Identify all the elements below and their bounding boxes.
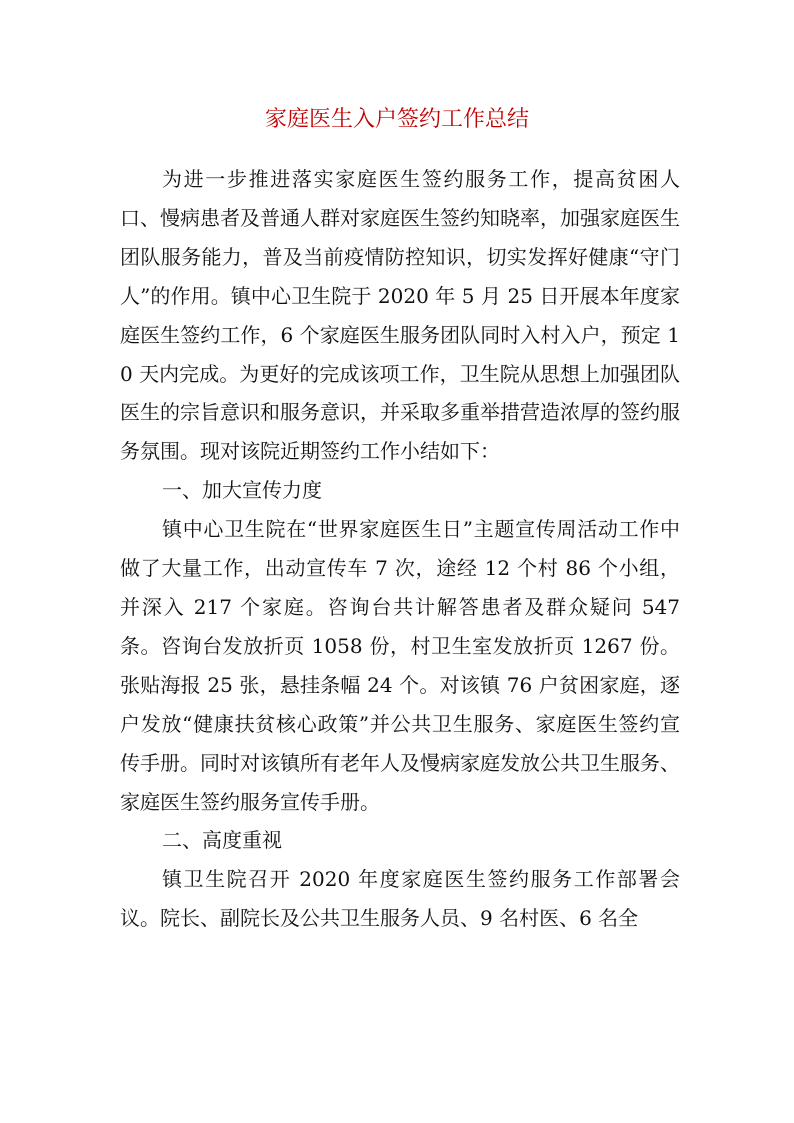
- section-heading-attention: 二、高度重视: [162, 828, 282, 853]
- attention-paragraph: 镇卫生院召开 2020 年度家庭医生签约服务工作部署会议。院长、副院长及公共卫生服务人员、9 名村医、6 名全: [120, 867, 680, 931]
- publicity-paragraph: 镇中心卫生院在“世界家庭医生日”主题宣传周活动工作中做了大量工作，出动宣传车 7 次，途经 12 个村 86 个小组，并深入 217 个家庭。咨询台共计解答患者及群众疑问 547 条。咨询台发放折页 1058 份，村卫生室发放折页 1267 份。张贴海报 25 张，悬挂条幅 24 个。对该镇 76 户贫困家庭，逐户发放“健康扶贫核心政策”并公共卫生服务、家庭医生签约宣传手册。同时对该镇所有老年人及慢病家庭发放公共卫生服务、家庭医生签约服务宣传手册。: [120, 517, 680, 814]
- document-title: 家庭医生入户签约工作总结: [264, 107, 529, 132]
- document-body: [120, 160, 680, 938]
- section-heading-publicity: 一、加大宣传力度: [162, 478, 322, 503]
- intro-paragraph: 为进一步推进落实家庭医生签约服务工作，提高贫困人口、慢病患者及普通人群对家庭医生签约知晓率，加强家庭医生团队服务能力，普及当前疫情防控知识，切实发挥好健康“守门人”的作用。镇中心卫生院于 2020 年 5 月 25 日开展本年度家庭医生签约工作，6 个家庭医生服务团队同时入村入户，预定 10 天内完成。为更好的完成该项工作，卫生院从思想上加强团队医生的宗旨意识和服务意识，并采取多重举措营造浓厚的签约服务氛围。现对该院近期签约工作小结如下：: [120, 167, 680, 464]
